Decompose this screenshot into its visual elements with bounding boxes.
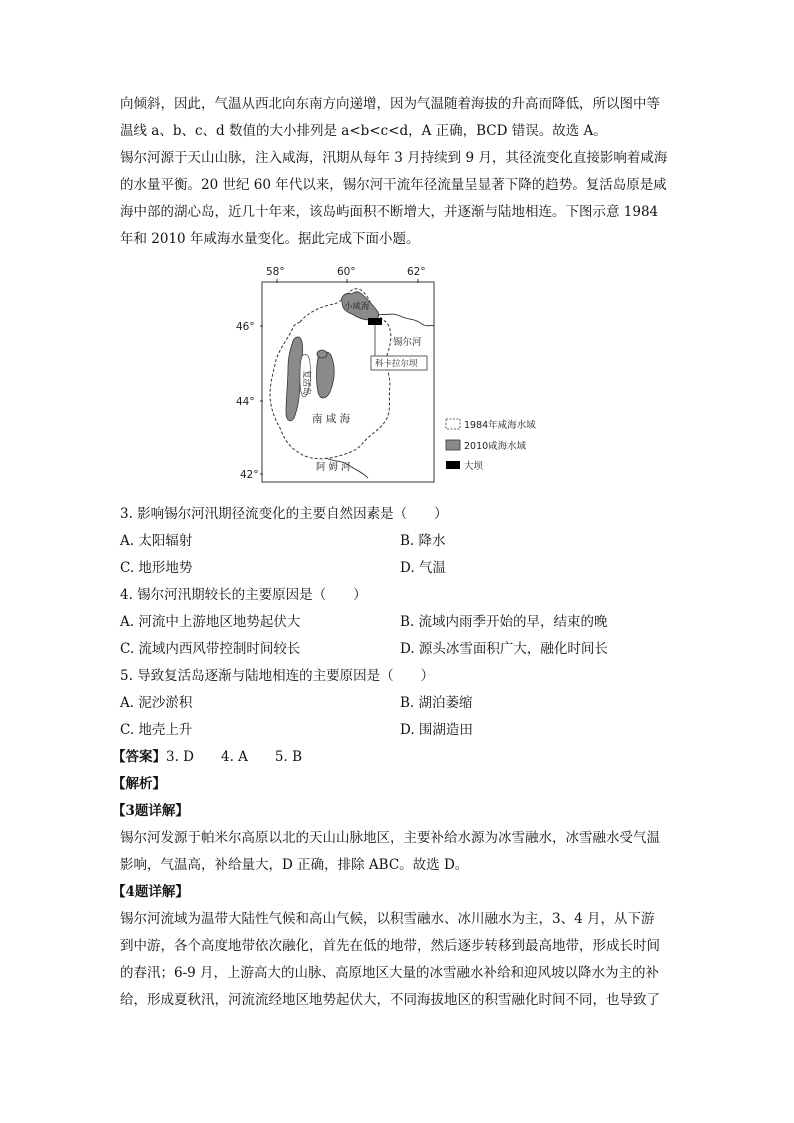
label-kokaral-dam: 科卡拉尔坝 bbox=[375, 359, 418, 369]
legend-1984-label: 1984年咸海水域 bbox=[464, 420, 536, 431]
aral-sea-map bbox=[230, 262, 560, 487]
kokaral-dam bbox=[368, 318, 382, 325]
question-4-option-b[interactable]: B. 流域内雨季开始的早，结束的晚 bbox=[400, 614, 608, 630]
legend-2010-label: 2010咸海水域 bbox=[464, 441, 527, 452]
intro-line-1: 向倾斜，因此，气温从西北向东南方向递增，因为气温随着海拔的升高而降低，所以图中等 bbox=[120, 96, 660, 112]
label-north-aral: 小咸海 bbox=[344, 302, 370, 312]
syr-darya-river bbox=[378, 314, 434, 326]
legend-dam-swatch bbox=[446, 461, 460, 469]
lat-label-44: 44° bbox=[236, 396, 255, 408]
detail-4-line-1: 锡尔河流域为温带大陆性气候和高山气候，以积雪融水、冰川融水为主，3、4 月，从下游 bbox=[120, 911, 655, 927]
question-4-option-a[interactable]: A. 河流中上游地区地势起伏大 bbox=[120, 614, 301, 630]
legend-dam-label: 大坝 bbox=[464, 461, 484, 472]
label-vozrozhdeniya: 复活岛 bbox=[301, 370, 311, 396]
east-basin-2010 bbox=[317, 352, 335, 398]
question-5-option-c[interactable]: C. 地壳上升 bbox=[120, 722, 193, 738]
detail-3-label: 【3题详解】 bbox=[112, 803, 189, 819]
question-3-option-d[interactable]: D. 气温 bbox=[400, 560, 446, 576]
passage-line-4: 年和 2010 年咸海水量变化。据此完成下面小题。 bbox=[120, 231, 420, 247]
detail-3-line-1: 锡尔河发源于帕米尔高原以北的天山山脉地区，主要补给水源为冰雪融水，冰雪融水受气温 bbox=[120, 830, 660, 846]
detail-4-label: 【4题详解】 bbox=[112, 884, 189, 900]
question-4-option-c[interactable]: C. 流域内西风带控制时间较长 bbox=[120, 641, 301, 657]
label-syr-darya: 锡尔河 bbox=[393, 337, 422, 348]
question-5-option-b[interactable]: B. 湖泊萎缩 bbox=[400, 695, 473, 711]
intro-line-2: 温线 a、b、c、d 数值的大小排列是 a<b<c<d，A 正确，BCD 错误。故选 A。 bbox=[120, 123, 607, 139]
question-5-stem: 5. 导致复活岛逐渐与陆地相连的主要原因是（ ） bbox=[120, 668, 435, 684]
label-amu-darya: 阿 姆 河 bbox=[316, 462, 351, 473]
question-5-option-a[interactable]: A. 泥沙淤积 bbox=[120, 695, 193, 711]
answer-label: 【答案】 bbox=[112, 749, 166, 765]
label-south-aral: 南 咸 海 bbox=[312, 413, 351, 425]
question-3-stem: 3. 影响锡尔河汛期径流变化的主要自然因素是（ ） bbox=[120, 506, 448, 522]
lat-label-42: 42° bbox=[240, 469, 259, 481]
detail-4-line-2: 到中游，各个高度地带依次融化，首先在低的地带，然后逐步转移到最高地带，形成长时间 bbox=[120, 938, 660, 954]
question-3-option-b[interactable]: B. 降水 bbox=[400, 533, 446, 549]
question-4-stem: 4. 锡尔河汛期较长的主要原因是（ ） bbox=[120, 587, 367, 603]
lon-label-60: 60° bbox=[337, 266, 356, 278]
lon-label-58: 58° bbox=[266, 266, 285, 278]
detail-4-line-4: 给，形成夏秋汛，河流流经地区地势起伏大，不同海拔地区的积雪融化时间不同，也导致了 bbox=[120, 992, 660, 1008]
analysis-label: 【解析】 bbox=[112, 776, 166, 792]
question-3-option-c[interactable]: C. 地形地势 bbox=[120, 560, 193, 576]
legend-2010-swatch bbox=[446, 440, 460, 450]
passage-line-1: 锡尔河源于天山山脉，注入咸海，汛期从每年 3 月持续到 9 月，其径流变化直接影响着咸海 bbox=[120, 150, 668, 166]
question-4-option-d[interactable]: D. 源头冰雪面积广大，融化时间长 bbox=[400, 641, 608, 657]
lat-label-46: 46° bbox=[236, 321, 255, 333]
question-5-option-d[interactable]: D. 围湖造田 bbox=[400, 722, 473, 738]
passage-line-2: 的水量平衡。20 世纪 60 年代以来，锡尔河干流年径流量呈显著下降的趋势。复活岛原是咸 bbox=[120, 177, 667, 193]
detail-4-line-3: 的春汛；6-9 月，上游高大的山脉、高原地区大量的冰雪融水补给和迎风坡以降水为主的补 bbox=[120, 965, 660, 981]
small-lake-2010 bbox=[317, 350, 327, 358]
answer-row bbox=[112, 747, 302, 767]
detail-3-line-2: 影响，气温高，补给量大，D 正确，排除 ABC。故选 D。 bbox=[120, 857, 469, 873]
question-3-option-a[interactable]: A. 太阳辐射 bbox=[120, 533, 193, 549]
passage-line-3: 海中部的湖心岛，近几十年来，该岛屿面积不断增大，并逐渐与陆地相连。下图示意 1984 bbox=[120, 204, 659, 220]
answer-text: 3. D 4. A 5. B bbox=[166, 749, 303, 765]
lon-label-62: 62° bbox=[407, 266, 426, 278]
legend-1984-swatch bbox=[446, 419, 460, 429]
